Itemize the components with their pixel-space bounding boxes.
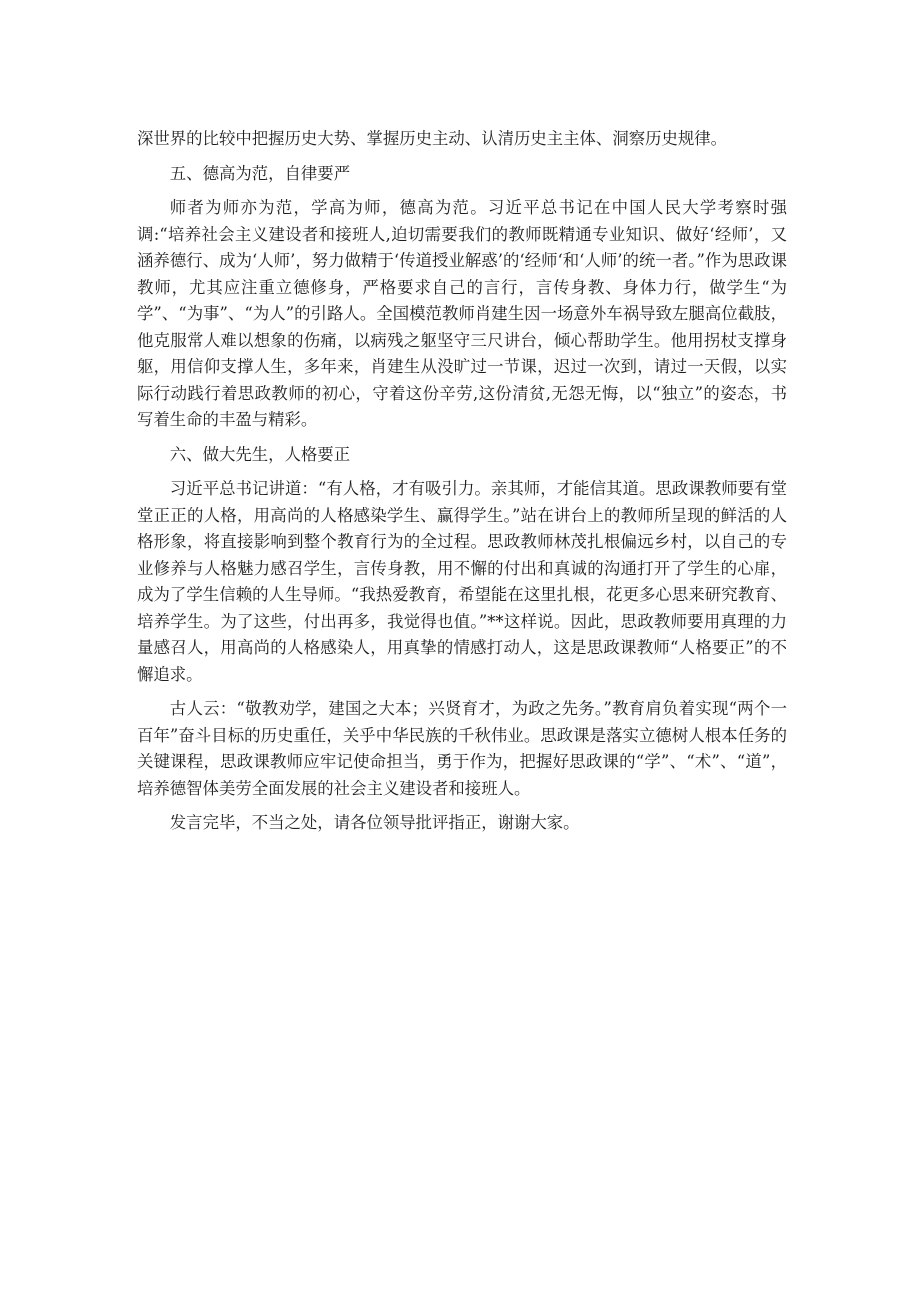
section-5-heading: 五、德高为范，自律要严 (169, 163, 351, 183)
document-body (137, 126, 787, 845)
continuation-paragraph: 深世界的比较中把握历史大势、掌握历史主动、认清历史主主体、洞察历史规律。 (137, 129, 728, 148)
closing-paragraph: 发言完毕，不当之处，请各位领导批评指正，谢谢大家。 (169, 813, 580, 832)
conclusion-paragraph: 古人云：“敬教劝学，建国之大本；兴贤育才，为政之先务。”教育肩负着实现“两个一百年”奋斗目标的历史重任，关乎中华民族的千秋伟业。思政课是落实立德树人根本任务的关键课程，思政课教师应牢记使命担当，勇于作为，把握好思政课的“学”、“术”、“道”，培养德智体美劳全面发展的社会主义建设者和接班人。 (137, 699, 787, 798)
section-6-heading: 六、做大先生，人格要正 (169, 444, 351, 464)
section-6-paragraph: 习近平总书记讲道：“有人格，才有吸引力。亲其师，才能信其道。思政课教师要有堂堂正正的人格，用高尚的人格感染学生、赢得学生。”站在讲台上的教师所呈现的鲜活的人格形象，将直接影响到整个教育行为的全过程。思政教师林茂扎根偏远乡村，以自己的专业修养与人格魅力感召学生，言传身教，用不懈的付出和真诚的沟通打开了学生的心扉，成为了学生信赖的人生导师。“我热爱教育，希望能在这里扎根，花更多心思来研究教育、培养学生。为了这些，付出再多，我觉得也值。”**这样说。因此，思政教师要用真理的力量感召人，用高尚的人格感染人，用真挚的情感打动人，这是思政课教师“人格要正”的不懈追求。 (137, 479, 787, 684)
section-5-paragraph: 师者为师亦为范，学高为师，德高为范。习近平总书记在中国人民大学考察时强调:“培养社会主义建设者和接班人,迫切需要我们的教师既精通专业知识、做好‘经师’，又涵养德行、成为‘人师’，努力做精于‘传道授业解惑’的‘经师‘和‘人师’的统一者。”作为思政课教师，尤其应注重立德修身，严格要求自己的言行，言传身教、身体力行，做学生“为学”、“为事”、“为人”的引路人。全国模范教师肖建生因一场意外车祸导致左腿高位截肢，他克服常人难以想象的伤痛，以病残之躯坚守三尺讲台，倾心帮助学生。他用拐杖支撑身躯，用信仰支撑人生，多年来，肖建生从没旷过一节课，迟过一次到，请过一天假，以实际行动践行着思政教师的初心，守着这份辛劳,这份清贫,无怨无悔，以“独立”的姿态，书写着生命的丰盈与精彩。 (137, 198, 787, 429)
